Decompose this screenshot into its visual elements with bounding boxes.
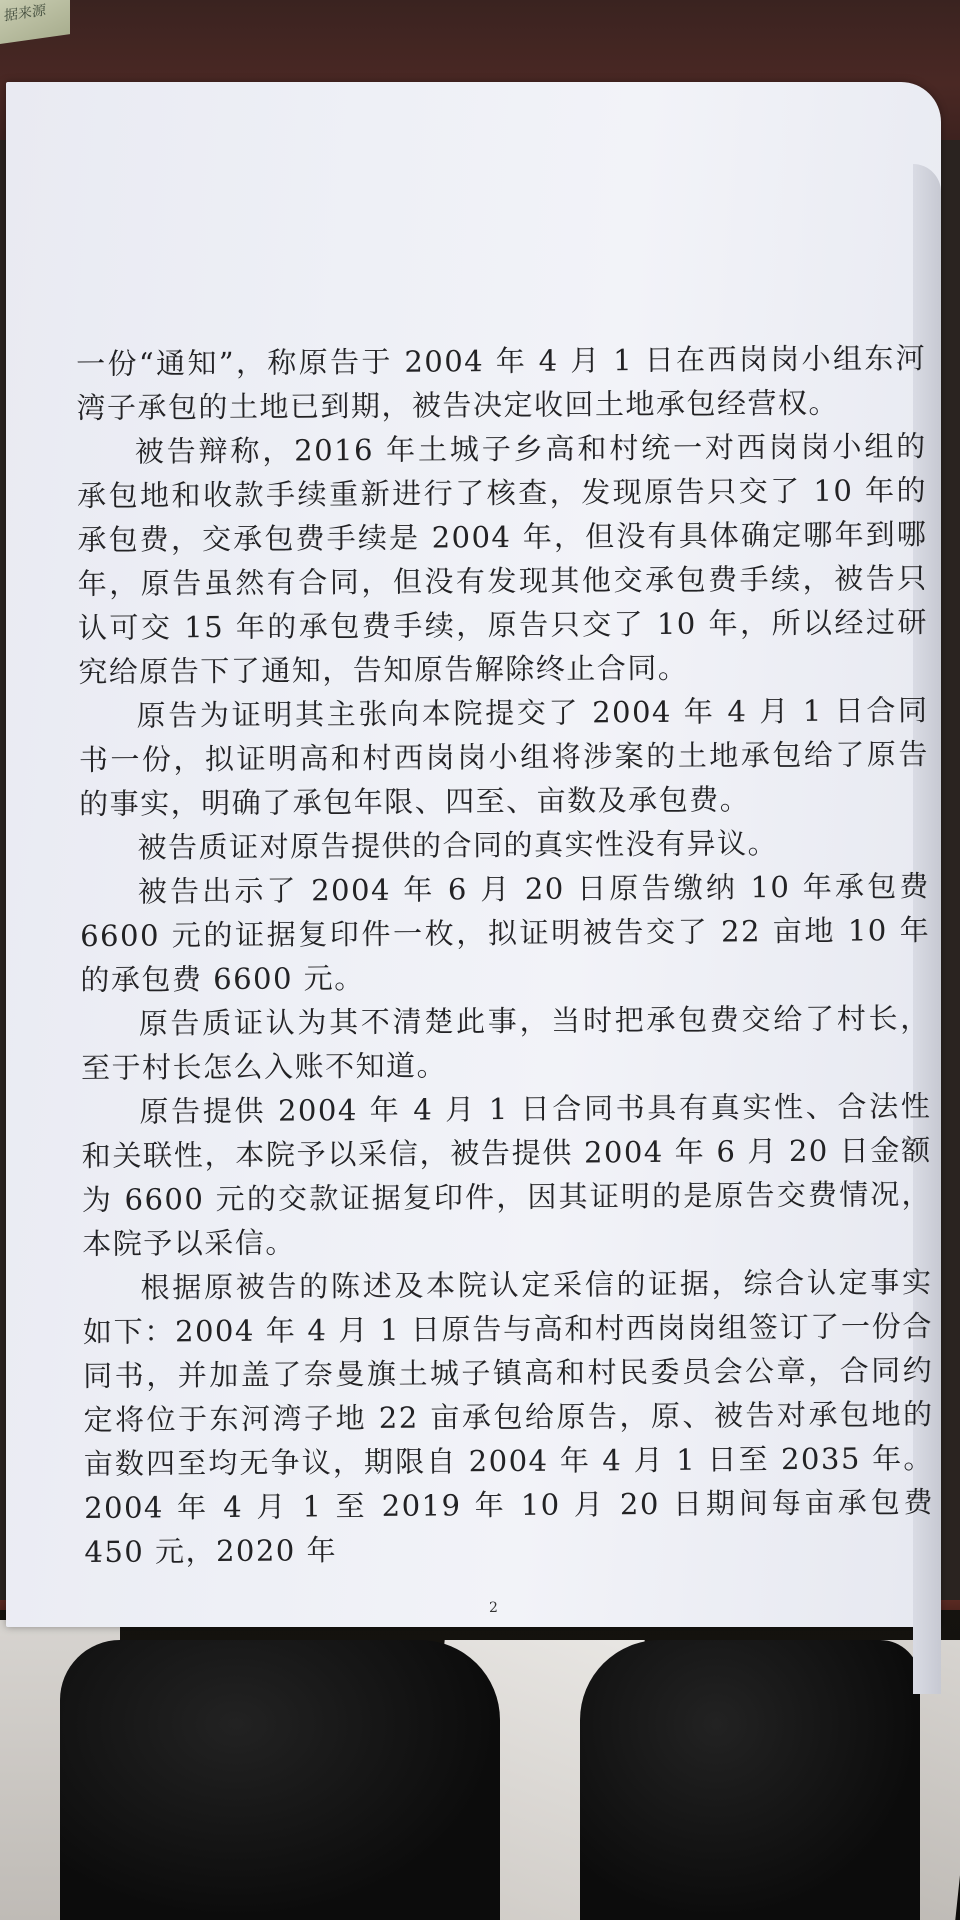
- paragraph-8: 根据原被告的陈述及本院认定采信的证据，综合认定事实如下：2004 年 4 月 1 日原告与高和村西岗岗组签订了一份合同书，并加盖了奈曼旗土城子镇高和村民委员会公章，合同约定将位于东河湾子地 22 亩承包给原告，原、被告对承包地的亩数四至均无争议，期限自 2004 年 4 月 1 日至 2035 年。2004 年 4 月 1 至 2019 年 10 月 20 日期间每亩承包费 450 元，2020 年: [82, 1265, 935, 1569]
- paragraph-4: 被告质证对原告提供的合同的真实性没有异议。: [137, 826, 779, 865]
- paragraph-7: 原告提供 2004 年 4 月 1 日合同书具有真实性、合法性和关联性，本院予以采信，被告提供 2004 年 6 月 20 日金额为 6600 元的交款证据复印件，因其证明的是原告交费情况，本院予以采信。: [81, 1089, 933, 1261]
- document-body: [76, 336, 935, 1574]
- document-page: [6, 82, 941, 1627]
- dark-object-right: [580, 1640, 920, 1920]
- paragraph-2: 被告辩称，2016 年土城子乡高和村统一对西岗岗小组的承包地和收款手续重新进行了核查，发现原告只交了 10 年的承包费，交承包费手续是 2004 年，但没有具体确定哪年到哪年，原告虽然有合同，但没有发现其他交承包费手续，被告只认可交 15 年的承包费手续，原告只交了 10 年，所以经过研究给原告下了通知，告知原告解除终止合同。: [76, 429, 929, 689]
- corner-paper-label: 据来源: [4, 2, 46, 25]
- paragraph-3: 原告为证明其主张向本院提交了 2004 年 4 月 1 日合同书一份，拟证明高和村西岗岗小组将涉案的土地承包给了原告的事实，明确了承包年限、四至、亩数及承包费。: [78, 693, 930, 821]
- paragraph-6: 原告质证认为其不清楚此事，当时把承包费交给了村长，至于村长怎么入账不知道。: [80, 1001, 931, 1085]
- dark-object-left: [60, 1640, 500, 1920]
- paragraph-1: 一份“通知”，称原告于 2004 年 4 月 1 日在西岗岗小组东河湾子承包的土地已到期，被告决定收回土地承包经营权。: [76, 341, 927, 425]
- paragraph-5: 被告出示了 2004 年 6 月 20 日原告缴纳 10 年承包费 6600 元的证据复印件一枚，拟证明被告交了 22 亩地 10 年的承包费 6600 元。: [80, 869, 931, 997]
- page-number: 2: [489, 1600, 498, 1616]
